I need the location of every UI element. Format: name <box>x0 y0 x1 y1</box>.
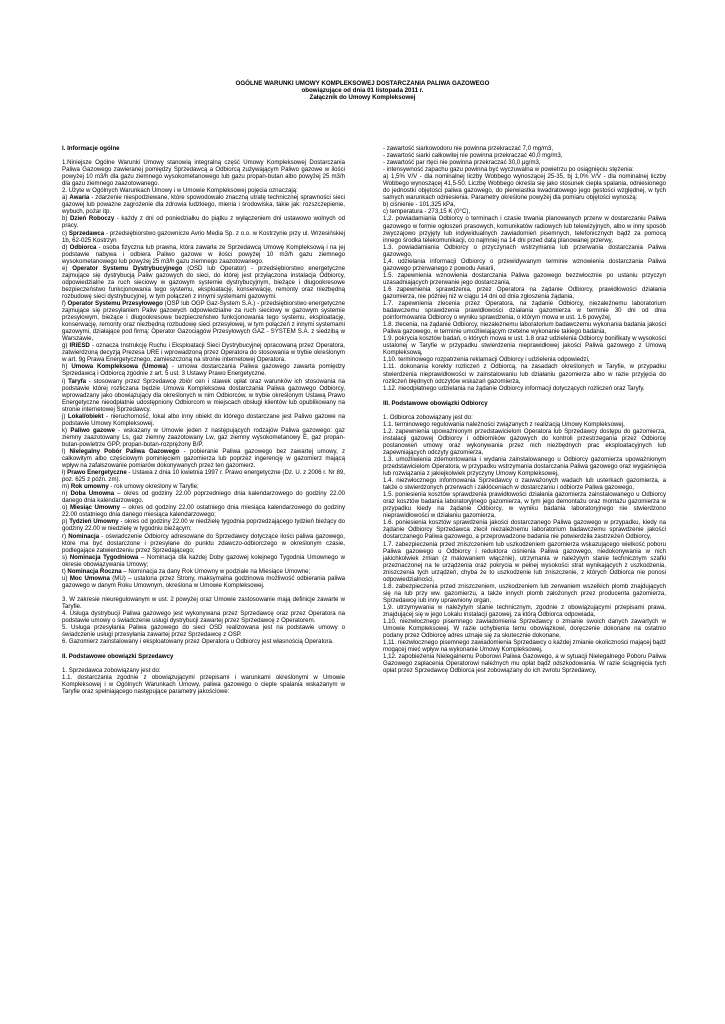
term: Operator Systemu Dystrybucyjnego <box>72 264 183 272</box>
term: Tydzień Umowny <box>69 518 119 526</box>
term: Operator Systemu Przesyłowego <box>67 299 163 307</box>
definition-r: r) Nominacja - oświadczenie Odbiorcy adresowane do Sprzedawcy dotyczące ilości paliwa gazowego, które ma być dostarczone i przesyłane do punktu zdawczo-odbiorczego w określonym czasie, podlegające zatwierdzeniu przez Sprzedającego; <box>62 532 345 554</box>
term: Taryfa <box>68 377 87 385</box>
term: Nominacja <box>68 532 100 540</box>
definition-g: g) IRiESD - oznacza Instrukcję Ruchu i Eksploatacji Sieci Dystrybucyjnej opracowaną przez Operatora, zatwierdzoną decyzją Prezesa URE i wprowadzoną przez Operatora do stosowania w trybie określonym w art. 9g Prawa Energetycznego, zamieszczoną na stronie internetowej Operatora. <box>62 342 345 364</box>
definition-e: e) Operator Systemu Dystrybucyjnego (OSD lub Operator) - przedsiębiorstwo energetyczne zajmujące się dystrybucją Paliw gazowych do sieci, do której jest przyłączona instalacja Odbiorcy, odpowiedzialne za ruch sieciowy w gazowym systemie dystrybucyjnym, bieżące i długookresowe bezpieczeństwo funkcjonowania tego systemu, eksploatację, konserwację, remonty oraz niezbędną rozbudowę sieci dystrybucyjnej, w tym połączeń z innymi systemami gazowymi. <box>62 264 345 300</box>
section-1-heading: I. Informacje ogólne <box>62 145 120 152</box>
term: Moc Umowna <box>69 574 110 582</box>
definition-ll: ł) Prawo Energetyczne - Ustawa z dnia 10 kwietnia 1997 r. Prawo energetyczne (Dz. U. z 2006 r. Nr 89, poz. 625 z późn. zm). <box>62 469 345 484</box>
definition-j: j) Lokal/obiekt - nieruchomość, lokal albo inny obiekt do którego dostarczane jest Paliwo gazowe na podstawie Umowy Kompleksowej. <box>62 412 345 427</box>
term: Nielegalny Pobór Paliwa Gazowego <box>69 447 180 455</box>
list-item: - zawartość par rtęci nie powinna przekraczać 30,0 μg/m3, <box>383 159 541 167</box>
section-2-heading: II. Podstawowe obowiązki Sprzedawcy <box>62 653 174 661</box>
definition-t: t) Nominacja Roczna – Nominacja za dany Rok Umowny w podziale na Miesiące Umowne; <box>62 567 311 575</box>
definition-n: n) Doba Umowna – okres od godziny 22.00 poprzedniego dnia kalendarzowego do godziny 22.00 danego dnia kalendarzowego. <box>62 490 345 505</box>
definition-k: k) Paliwo gazowe - wskazany w Umowie jeden z następujących rodzajów Paliwa gazowego: gaz ziemny zaazotowany Ls, gaz ziemny zaazotowany Lw, gaz ziemny wysokometanowy E, gaz propan-butan-powietrze GPP, propan-butan-rozprężony B/P. <box>62 426 345 448</box>
definition-i: i) Taryfa - stosowany przez Sprzedawcę zbiór cen i stawek opłat oraz warunków ich stosowania na podstawie której rozliczana będzie Umowa Kompleksowa dostarczania Paliwa gazowego Odbiorcy, wprowadzany jako obowiązujący dla określonych w nim Odbiorców, w trybie określonym Ustawą Prawo Energetyczne nieodpłatnie udostępniony Odbiorcom w miejscach obsługi klientów lub opublikowany na stronie internetowej Sprzedawcy. <box>62 377 346 413</box>
term: Miesiąc Umowny <box>69 504 120 512</box>
term: Nominacja Roczna <box>67 567 122 575</box>
list-item: 1.7. zapewnienia zlecenia przez Operatora, na żądanie Odbiorcy, niezależnemu laboratorium badawczemu sprawdzenia prawidłowości działania gazomierza w terminie 30 dni od dnia poinformowania Odbiorcy o wyniku sprawdzenia, o którym mowa w ust. 1.6 powyżej, <box>383 300 666 322</box>
list-item: 1.6. poniesienia kosztów sprawdzenia jakości dostarczanego Paliwa gazowego w przypadku, kiedy na żądanie Odbiorcy Sprzedawca zlecił niezależnemu laboratorium badawczemu sprawdzenie jakości dostarczanego Paliwa gazowego, a przeprowadzone badania nie potwierdziła zastrzeżeń Odbiorcy, <box>383 519 666 541</box>
list-item: 1.2. zapewnienia upoważnionym przedstawicielom Operatora lub Sprzedawcy dostępu do gazomierza, instalacji gazowej Odbiorcy i odbiorników gazowych do kontroli przestrzegania przez Odbiorcę postanowień umowy oraz wykonywania przez nich niezbędnych prac eksploatacyjnych lub zapewniających odczyty gazomierza, <box>383 427 666 456</box>
list-item: - intensywność zapachu gazu powinna być wyczuwalna w powietrzu po osiągnięciu stężenia: <box>383 166 634 174</box>
list-item: - zawartość siarkowodoru nie powinna przekraczać 7,0 mg/m3, <box>383 145 554 152</box>
list-item: 1.3. umożliwienia zdemontowania i wydania zainstalowanego u Odbiorcy gazomierza upoważnionym przedstawicielom Operatora, w przypadku wstrzymania dostarczania Paliwa gazowego oraz wygaśnięcia lub rozwiązania z jakiejkolwiek przyczyny Umowy Kompleksowej, <box>383 455 666 478</box>
list-item: 1.4. niezwłocznego informowania Sprzedawcy o zauważonych wadach lub usterkach gazomierza, a także o stwierdzonych przerwach i zakłóceniach w dostarczaniu i odbiorze Paliwa gazowego, <box>383 477 666 492</box>
definition-o: o) Miesiąc Umowny – okres od godziny 22.00 ostatniego dnia miesiąca kalendarzowego do godziny 22.00 ostatniego dnia danego miesiąca kalendarzowego; <box>62 504 345 519</box>
list-item: 1.10. niezwłocznego pisemnego zawiadomienia Sprzedawcy o zmianie swoich danych zawartych w Umowie Kompleksowej. W razie uchybienia temu obowiązkowi, doręczenie dokonane na ostatnio podany przez Odbiorcę adres uznaje się za skutecznie dokonane, <box>383 618 666 640</box>
definition-h: h) Umowa Kompleksowa (Umowa) - umowa dostarczania Paliwa gazowego zawarta pomiędzy Sprzedawcą i Odbiorcą zgodnie z art. 5 ust. 3 Ustawy Prawo Energetyczne. <box>62 363 345 378</box>
list-item: 1.11. dokonania korekty rozliczeń z Odbiorcą, na zasadach określonych w Taryfie, w przypadku stwierdzenia nieprawidłowości w zainstalowaniu lub działaniu gazomierza albo w razie przyjęcia do rozliczeń błędnych odczytów wskazań gazomierza, <box>383 363 666 385</box>
paragraph: 1.Niniejsze Ogólne Warunki Umowy stanowią integralną część Umowy Kompleksowej Dostarczania Paliwa Gazowego zawieranej pomiędzy Sprzedawcą a Odbiorcą zużywającym Paliwo gazowe w ilości powyżej 10 m3/h dla gazu ziemnego wysokometanowego lub gazu propan-butan albo powyżej 25 m3/h dla gazu ziemnego zaazotowanego. <box>62 159 345 188</box>
definition-s: s) Nominacja Tygodniowa – Nominacja dla każdej Doby gazowej kolejnego Tygodnia Umownego w okresie obowiązywania Umowy; <box>62 553 345 568</box>
list-item: 1.5. zapewnienia wznowienia dostarczania Paliwa gazowego bezzwłocznie po ustaniu przyczyn uzasadniających przerwanie jego dostarczania, <box>383 271 666 286</box>
list-item: 1.9. pokrycia kosztów badań, o których mowa w ust. 1.8 oraz udzielenia Odbiorcy bonifikaty w wysokości ustalonej w Taryfie w przypadku stwierdzenia nieprawidłowej jakości Paliwa gazowego z Umową Kompleksową, <box>383 335 666 357</box>
definition-c: c) Sprzedawca - przedsiębiorstwo gazownicze Avrio Media Sp. z o.o. w Kostrzynie przy ul. Wrzesińskiej 1b, 62-025 Kostrzyn <box>62 229 345 244</box>
section-3-heading: III. Podstawowe obowiązki Odbiorcy <box>383 399 488 407</box>
list-item: - zawartość siarki całkowitej nie powinna przekraczać 40,0 mg/m3, <box>383 152 563 160</box>
definition-u: u) Moc Umowna (MU) – ustalona przez Strony, maksymalna godzinowa możliwość odbierania paliwa gazowego w danym Roku Umownym, określona w Umowie Kompleksowej. <box>62 574 345 589</box>
list-item: c) temperatura - 273,15 K (0°C), <box>383 208 471 216</box>
paragraph: 1. Odbiorca zobowiązany jest do: <box>383 413 473 421</box>
term: Doba Umowna <box>70 490 115 498</box>
list-item: 1.6 zapewnienia sprawdzenia, przez Operatora na żądanie Odbiorcy, prawidłowości działania gazomierza, nie później niż w ciągu 14 dni od dnia zgłoszenia żądania, <box>383 285 666 300</box>
document-validity: obowiązujące od dnia 01 listopada 2011 r. <box>301 87 424 94</box>
paragraph: 5. Usługa przesyłania Paliwa gazowego do sieci OSD realizowana jest na podstawie umowy o świadczenie usługi przesyłania zawartej przez Sprzedawcę z OSP. <box>62 624 345 639</box>
term: Umowa Kompleksowa (Umowa) <box>71 363 168 371</box>
list-item: 1.8. zlecenia, na żądanie Odbiorcy, niezależnemu laboratorium badawczemu wykonania badania jakości Paliwa gazowego, w terminie umożliwiającym rzetelne wykonanie takiego badania, <box>383 321 666 336</box>
paragraph: 6. Gazomierz zainstalowany i eksploatowany przez Operatora u Odbiorcy jest własnością Operatora. <box>62 638 334 646</box>
definition-d: d) Odbiorca - osoba fizyczna lub prawna, która zawarła ze Sprzedawcą Umowę Kompleksową i na jej podstawie nabywa i odbiera Paliwo gazowe w ilości powyżej 10 m3/h gazu ziemnego wysokometanowego lub powyżej 25 m3/h gazu ziemnego zaazotowanego. <box>62 243 345 265</box>
list-item: a) 1,5% V/V - dla nominalnej liczby Wobbego wynoszącej 25-35, bj 1,0% V/V - dla nominalnej liczby Wobbego wynoszącej 41,5-50. Liczbę Wobbego określa się jako stosunek ciepła spalania, odniesionego do jednostki objętości paliwa gazowego, do pierwiastka kwadratowego jego gęstości względnej, w tych samych warunkach odniesienia. Parametry określone powyżej dla pomiaru objętości wynoszą: <box>383 173 666 202</box>
list-item: 1.1. terminowego regulowania należności związanych z realizacją Umowy Kompleksowej, <box>383 420 625 428</box>
term: IRiESD <box>69 342 90 350</box>
document-title: OGÓLNE WARUNKI UMOWY KOMPLEKSOWEJ DOSTARCZANIA PALIWA GAZOWEGO <box>235 80 490 87</box>
list-item: 1,11. niezwłocznego pisemnego zawiadomienia Sprzedawcy o każdej zmianie okoliczności mającej bądź mogącej mieć wpływ na wykonanie Umowy Kompleksowej, <box>383 639 666 654</box>
list-item: 1,9. utrzymywania w należytym stanie technicznym, zgodnie z obowiązującymi przepisami prawa, znajdującej się w jego Lokalu instalacji gazowej, za którą Odbiorca odpowiada, <box>383 603 666 618</box>
paragraph: 3. W zakresie nieuregulowanym w ust. 2 powyżej oraz Umowie zastosowanie mają definicje zawarte w Taryfie. <box>62 595 345 610</box>
paragraph: 1. Sprzedawca zobowiązany jest do: <box>62 667 161 675</box>
definition-f: f) Operator Systemu Przesyłowego (OSP lub OGP Gaz-System S.A.) - przedsiębiorstwo energetyczne zajmujące się przesyłaniem Paliw gazowych odpowiedzialne za ruch sieciowy w gazowym systemie przesyłowym, bieżące i długookresowe bezpieczeństwo funkcjonowania tego systemu, eksploatację, konserwację, remonty oraz niezbędną rozbudowę sieci przesyłowej, w tym połączeń z innymi systemami gazowymi, działające pod firmą: Operator Gazociągów Przesyłowych GAZ - SYSTEM S.A. z siedzibą w Warszawie, <box>62 299 345 343</box>
term: Paliwo gazowe <box>70 426 115 434</box>
term: Dzień Roboczy <box>70 215 115 223</box>
term: Rok umowny <box>70 483 109 491</box>
list-item: 1.12. nieodpłatnego udzielania na żądanie Odbiorcy informacji dotyczących rozliczeń oraz Taryfy. <box>383 384 645 392</box>
list-item: 1,2. powiadamiania Odbiorcy o terminach i czasie trwania planowanych przerw w dostarczaniu Paliwa gazowego w formie ogłoszeń prasowych, komunikatów radiowych lub telewizyjnych, albo w inny sposób zwyczajowo przyjęty lub indywidualnych zawiadomień pisemnych, telefonicznych bądź za pomocą innego środka telekomunikacji, co najmniej na 14 dni przed datą planowanej przerwy, <box>383 215 666 244</box>
list-item: 1,12. zapobieżenia Nielegalnemu Poborowi Paliwa Gazowego, a w sytuacji Nielegalnego Poboru Paliwa Gazowego zapłacenia Operatorowi należnych mu opłat bądź odszkodowania. W razie ściągnięcia tych opłat przez Sprzedawcę Odbiorca jest zobowiązany do ich zwrotu Sprzedawcy, <box>383 653 666 675</box>
definition-b: b) Dzień Roboczy - każdy z dni od poniedziałku do piątku z wyłączeniem dni ustawowo wolnych od pracy. <box>62 215 345 230</box>
definition-l: l) Nielegalny Pobór Paliwa Gazowego - pobieranie Paliwa gazowego bez zawartej umowy, z całkowitym albo częściowym pominięciem gazomierza lub poprzez ingerencję w gazomierz mającą wpływ na zafałszowanie pomiarów dokonywanych przez ten gazomierz. <box>62 447 345 470</box>
term: Lokal/obiekt <box>67 412 104 420</box>
list-item: 1,10. terminowego rozpatrzenia reklamacji Odbiorcy i udzielenia odpowiedzi, <box>383 356 590 364</box>
list-item: 1.8. zabezpieczenia przed zniszczeniem, uszkodzeniem lub zerwaniem wszelkich plomb znajdujących się na lub przy ww. gazomierzu, a także innych plomb założonych przez producenta gazomierza, Sprzedawcę lub inny uprawniony organ, <box>383 582 666 604</box>
paragraph: 2. Użyte w Ogólnych Warunkach Umowy i w Umowie Kompleksowej pojęcia oznaczają: <box>62 187 298 195</box>
list-item: 1.5. poniesienia kosztów sprawdzenia prawidłowości działania gazomierza zainstalowanego u Odbiorcy oraz kosztów badania laboratoryjnego gazomierza, w tym jego demontażu oraz montażu gazomierza w przypadku kiedy na żądanie Odbiorcy, w wyniku badania laboratoryjnego nie stwierdzono nieprawidłowości w działaniu gazomierza, <box>383 491 666 520</box>
definition-a: a) Awaria - zdarzenie niespodziewane, które spowodowało znaczną utratę technicznej sprawności sieci gazowej lub poważne zagrożenie dla zdrowia ludzkiego, mienia i środowiska, takie jak: rozszczepienie, wybuch, pożar itp. <box>62 194 345 216</box>
list-item: 1,4. udzielania informacji Odbiorcy o przewidywanym terminie wznowienia dostarczania Paliwa gazowego przerwanego z powodu Awarii, <box>383 257 666 272</box>
list-item: 1.7. zabezpieczenia przed zniszczeniem lub uszkodzeniem gazomierza wskazującego wielkość poboru Paliwa gazowego u Odbiorcy i reduktora ciśnienia Paliwa gazowego, niedokonywania w nich jakichkolwiek zmian (z malowaniem włącznie), utrzymania w należytym stanie technicznym szafki przeznaczonej na te urządzenia oraz pokrycia w pełnej wysokości strat wynikających z uszkodzenia, zniszczenia tych urządzeń, chyba że to uszkodzenie lub zniszczenie, z których Odbiorca nie ponosi odpowiedzialności, <box>383 540 666 583</box>
paragraph: 1.1. dostarczania zgodnie z obowiązującymi przepisami i warunkami określonymi w Umowie Kompleksowej i w Ogólnych Warunkach Umowy, paliwa gazowego o cieple spalania wskazanym w Taryfie oraz spełniającego następujące parametry jakościowe: <box>62 674 345 696</box>
term: Prawo Energetyczne <box>67 469 127 477</box>
term: Awaria <box>69 194 90 202</box>
definition-m: m) Rok umowny - rok umowy określony w Taryfie; <box>62 483 199 491</box>
left-column <box>62 145 345 695</box>
document-annex: Załącznik do Umowy Kompleksowej <box>309 94 416 101</box>
term: Sprzedawca <box>68 229 105 237</box>
term: Nominacja Tygodniowa <box>69 553 139 561</box>
definition-p: p) Tydzień Umowny - okres od godziny 22.00 w niedzielę tygodnia poprzedzającego tydzień bieżący do godziny 22.00 w niedzielę w tygodniu bieżącym; <box>62 518 345 533</box>
paragraph: 4. Usługa dystrybucji Paliwa gazowego jest wykonywana przez Sprzedawcę oraz przez Operatora na podstawie umowy o świadczenie usługi dystrybucji zawartej przez Sprzedawcę z Operatorem. <box>62 610 345 625</box>
list-item: b) ciśnienie - 101,325 kPa, <box>383 201 456 209</box>
right-column <box>383 145 666 674</box>
term: Odbiorca <box>69 243 97 251</box>
list-item: 1.3. powiadamiania Odbiorcy o przyczynach wstrzymania lub przerwania dostarczania Paliwa gazowego, <box>383 243 666 258</box>
